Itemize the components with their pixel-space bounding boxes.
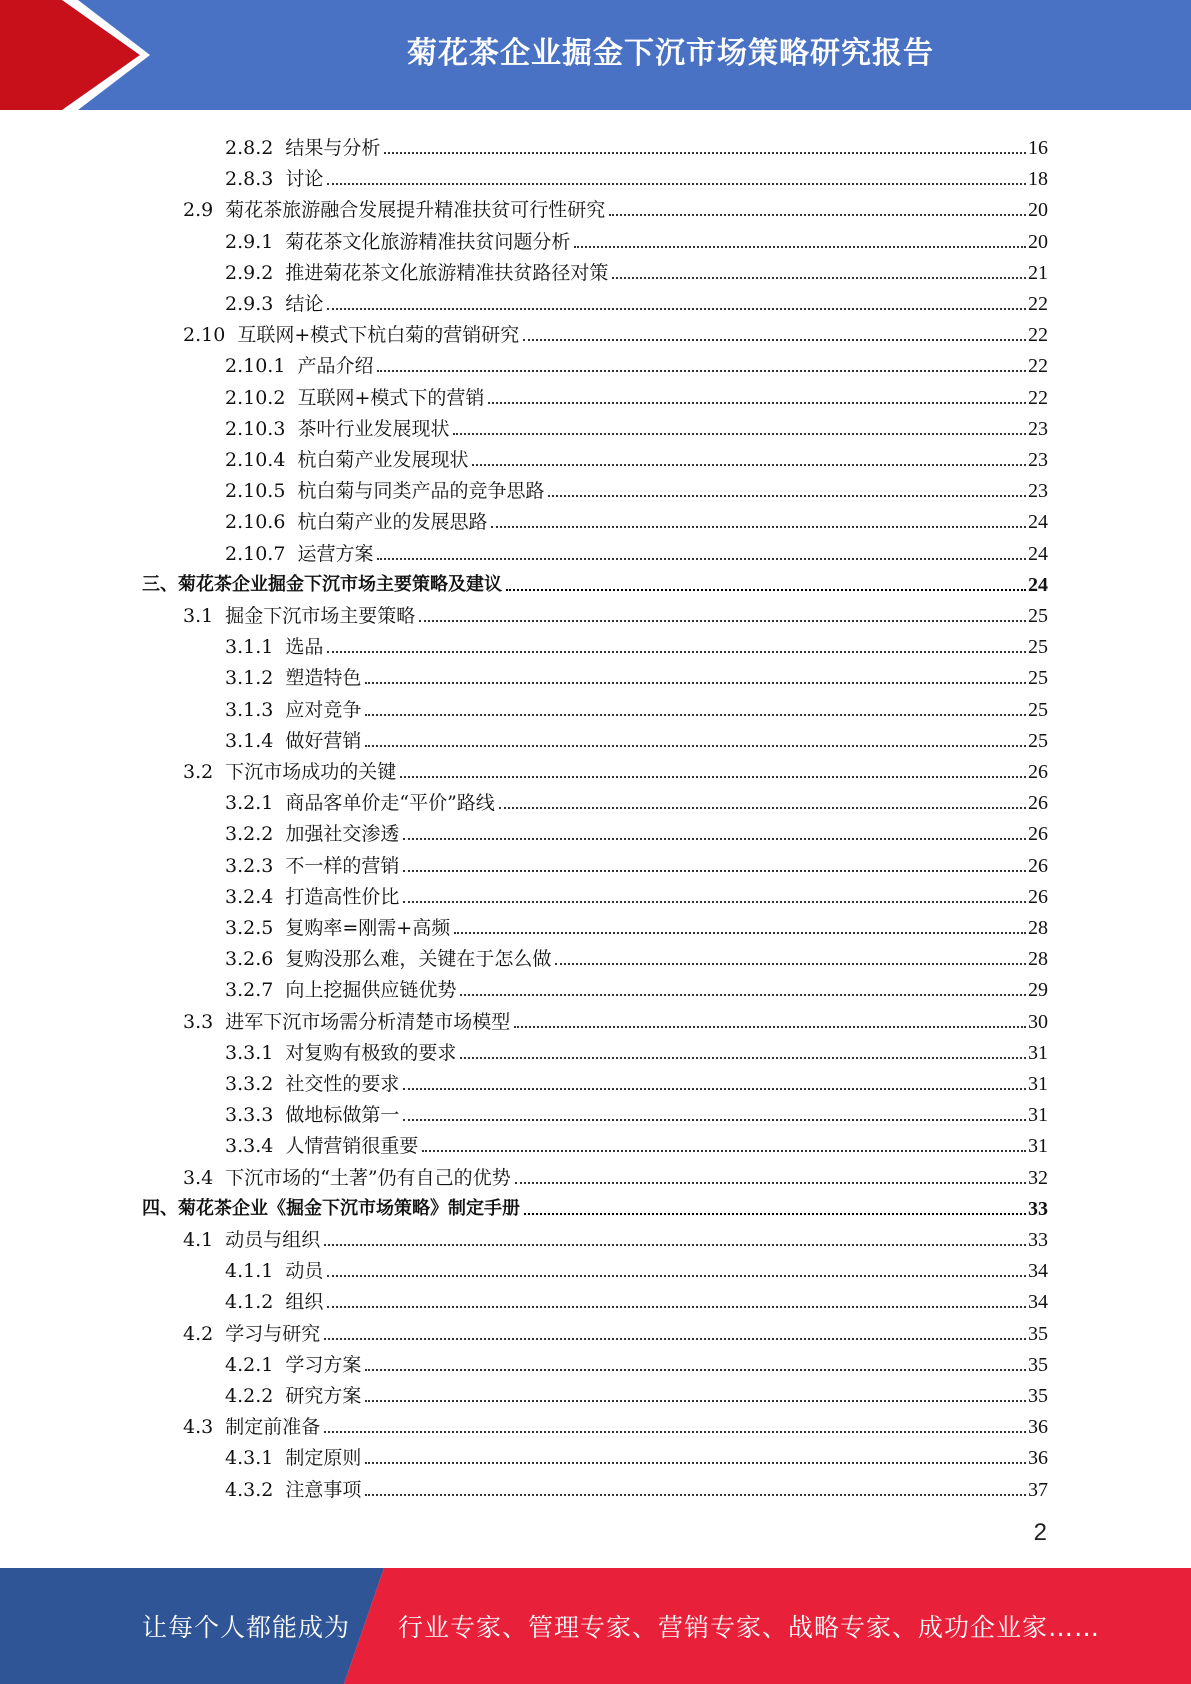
toc-entry-title: 互联网+模式下杭白菊的营销研究 bbox=[237, 324, 520, 347]
toc-dot-leader bbox=[419, 620, 1026, 622]
toc-entry-number: 2.10 bbox=[183, 324, 226, 347]
toc-entry[interactable] bbox=[183, 191, 1048, 222]
toc-entry-page: 25 bbox=[1028, 636, 1048, 659]
toc-entry-title: 茶叶行业发展现状 bbox=[297, 417, 450, 440]
toc-entry-number: 2.8.3 bbox=[225, 168, 274, 191]
toc-entry-title: 制定原则 bbox=[285, 1447, 362, 1470]
toc-entry-page: 20 bbox=[1028, 230, 1048, 253]
footer-slogan-right: 行业专家、管理专家、营销专家、战略专家、成功企业家…… bbox=[398, 1613, 1101, 1642]
toc-entry[interactable] bbox=[225, 691, 1048, 722]
toc-entry-page: 28 bbox=[1028, 917, 1048, 939]
toc-entry[interactable] bbox=[225, 971, 1048, 1002]
toc-entry[interactable] bbox=[183, 753, 1048, 784]
toc-entry-page: 22 bbox=[1028, 324, 1048, 347]
toc-entry[interactable] bbox=[225, 1034, 1048, 1065]
toc-dot-leader bbox=[612, 277, 1026, 279]
toc-dot-leader bbox=[327, 1306, 1026, 1308]
toc-entry[interactable] bbox=[225, 535, 1048, 566]
toc-entry-number: 3.3.1 bbox=[225, 1041, 274, 1064]
toc-dot-leader bbox=[514, 1026, 1026, 1028]
toc-entry-title: 结果与分析 bbox=[285, 137, 381, 159]
toc-entry[interactable] bbox=[225, 878, 1048, 909]
toc-entry-title: 复购率=刚需+高频 bbox=[285, 917, 451, 939]
toc-entry[interactable] bbox=[225, 160, 1048, 191]
toc-dot-leader bbox=[377, 558, 1026, 560]
toc-entry-title: 讨论 bbox=[285, 168, 324, 191]
toc-entry-page: 26 bbox=[1028, 792, 1048, 815]
toc-entry[interactable] bbox=[225, 1065, 1048, 1096]
toc-entry[interactable] bbox=[225, 1346, 1048, 1377]
toc-entry-page: 25 bbox=[1028, 667, 1048, 690]
toc-entry-page: 26 bbox=[1028, 823, 1048, 846]
toc-dot-leader bbox=[327, 183, 1026, 185]
toc-dot-leader bbox=[472, 464, 1026, 466]
toc-dot-leader bbox=[400, 776, 1026, 778]
toc-dot-leader bbox=[574, 246, 1026, 248]
toc-entry-number: 3.2.1 bbox=[225, 792, 274, 815]
toc-entry-number: 3.2.3 bbox=[225, 854, 274, 877]
toc-entry-number: 2.9.2 bbox=[225, 261, 274, 284]
toc-entry[interactable] bbox=[225, 472, 1048, 503]
footer-slogan-left: 让每个人都能成为 bbox=[142, 1613, 351, 1642]
toc-entry-page: 31 bbox=[1028, 1073, 1048, 1095]
toc-entry-title: 向上挖掘供应链优势 bbox=[285, 979, 457, 1002]
toc-entry-number: 4.2.1 bbox=[225, 1353, 274, 1376]
toc-entry-page: 30 bbox=[1028, 1010, 1048, 1033]
toc-entry[interactable] bbox=[225, 815, 1048, 846]
toc-entry[interactable] bbox=[225, 347, 1048, 378]
toc-entry[interactable] bbox=[183, 597, 1048, 628]
toc-dot-leader bbox=[506, 589, 1026, 591]
toc-entry[interactable] bbox=[225, 1283, 1048, 1314]
toc-dot-leader bbox=[460, 994, 1026, 996]
toc-entry-number: 3.1.1 bbox=[225, 636, 274, 659]
toc-dot-leader bbox=[555, 963, 1026, 965]
toc-dot-leader bbox=[327, 1275, 1026, 1277]
toc-entry-page: 35 bbox=[1028, 1322, 1048, 1345]
toc-dot-leader bbox=[491, 526, 1026, 528]
toc-entry-page: 34 bbox=[1028, 1291, 1048, 1314]
toc-entry-title: 下沉市场成功的关键 bbox=[225, 761, 397, 783]
toc-entry-number: 3.2 bbox=[183, 761, 214, 783]
toc-entry-number: 2.10.6 bbox=[225, 511, 286, 534]
toc-entry-title: 下沉市场的“土著”仍有自己的优势 bbox=[225, 1166, 511, 1189]
toc-entry-title: 研究方案 bbox=[285, 1385, 362, 1407]
toc-entry-title: 塑造特色 bbox=[285, 667, 362, 690]
toc-entry-title: 菊花茶旅游融合发展提升精准扶贫可行性研究 bbox=[225, 199, 606, 222]
toc-dot-leader bbox=[523, 339, 1026, 341]
toc-entry-page: 22 bbox=[1028, 386, 1048, 409]
toc-entry-number: 4.2 bbox=[183, 1322, 214, 1345]
toc-entry-title: 三、菊花茶企业掘金下沉市场主要策略及建议 bbox=[142, 573, 502, 595]
toc-entry[interactable] bbox=[225, 1096, 1048, 1127]
toc-entry-number: 3.1.3 bbox=[225, 698, 274, 721]
toc-entry[interactable] bbox=[225, 254, 1048, 285]
toc-entry-number: 3.1.4 bbox=[225, 729, 274, 752]
toc-entry[interactable] bbox=[225, 909, 1048, 940]
toc-entry-title: 打造高性价比 bbox=[285, 885, 400, 908]
toc-entry-title: 注意事项 bbox=[285, 1478, 362, 1501]
toc-dot-leader bbox=[403, 870, 1026, 872]
toc-entry-title: 动员 bbox=[285, 1260, 324, 1283]
toc-entry[interactable] bbox=[225, 659, 1048, 690]
toc-entry-page: 35 bbox=[1028, 1353, 1048, 1376]
toc-entry-title: 商品客单价走“平价”路线 bbox=[285, 792, 495, 815]
toc-entry[interactable] bbox=[225, 628, 1048, 659]
toc-entry[interactable] bbox=[225, 285, 1048, 316]
toc-entry-title: 选品 bbox=[285, 636, 324, 659]
toc-entry-number: 2.10.7 bbox=[225, 542, 286, 565]
toc-dot-leader bbox=[524, 1213, 1026, 1215]
toc-entry-number: 4.3.2 bbox=[225, 1478, 274, 1501]
toc-entry[interactable] bbox=[183, 1003, 1048, 1034]
toc-entry-title: 组织 bbox=[285, 1291, 324, 1314]
toc-dot-leader bbox=[365, 714, 1026, 716]
toc-entry[interactable] bbox=[183, 1221, 1048, 1252]
toc-dot-leader bbox=[499, 807, 1026, 809]
toc-entry-page: 18 bbox=[1028, 168, 1048, 191]
toc-entry-page: 33 bbox=[1028, 1229, 1048, 1251]
toc-entry[interactable] bbox=[225, 379, 1048, 410]
toc-entry-page: 26 bbox=[1028, 761, 1048, 783]
toc-entry-title: 进军下沉市场需分析清楚市场模型 bbox=[225, 1010, 511, 1033]
toc-dot-leader bbox=[460, 1057, 1026, 1059]
toc-entry-page: 32 bbox=[1028, 1166, 1048, 1189]
toc-dot-leader bbox=[365, 682, 1026, 684]
toc-entry-number: 4.3.1 bbox=[225, 1447, 274, 1470]
toc-dot-leader bbox=[365, 1462, 1026, 1464]
toc-entry-page: 35 bbox=[1028, 1385, 1048, 1407]
toc-entry-page: 24 bbox=[1028, 542, 1048, 565]
toc-entry[interactable] bbox=[225, 129, 1048, 160]
toc-entry[interactable] bbox=[225, 223, 1048, 254]
toc-dot-leader bbox=[454, 932, 1026, 934]
toc-dot-leader bbox=[365, 1494, 1026, 1496]
toc-entry-page: 29 bbox=[1028, 979, 1048, 1002]
toc-entry-page: 25 bbox=[1028, 605, 1048, 627]
toc-entry[interactable] bbox=[225, 1127, 1048, 1158]
toc-entry-page: 37 bbox=[1028, 1478, 1048, 1501]
toc-entry-page: 24 bbox=[1028, 511, 1048, 534]
toc-entry-title: 复购没那么难，关键在于怎么做 bbox=[285, 948, 552, 971]
toc-entry-number: 4.1.2 bbox=[225, 1291, 274, 1314]
page-number: 2 bbox=[1033, 1519, 1047, 1546]
toc-entry-page: 36 bbox=[1028, 1447, 1048, 1470]
page-footer bbox=[0, 1568, 1191, 1684]
toc-entry-title: 产品介绍 bbox=[297, 355, 374, 378]
toc-entry-page: 33 bbox=[1028, 1197, 1048, 1220]
toc-entry-page: 24 bbox=[1028, 573, 1048, 596]
toc-dot-leader bbox=[609, 214, 1026, 216]
toc-entry[interactable] bbox=[225, 784, 1048, 815]
toc-entry-title: 应对竞争 bbox=[285, 698, 362, 721]
toc-entry[interactable] bbox=[225, 1377, 1048, 1408]
toc-entry-title: 制定前准备 bbox=[225, 1416, 321, 1439]
toc-entry[interactable] bbox=[225, 1439, 1048, 1470]
toc-entry-title: 菊花茶文化旅游精准扶贫问题分析 bbox=[285, 230, 571, 253]
toc-entry[interactable] bbox=[225, 1252, 1048, 1283]
toc-entry-page: 36 bbox=[1028, 1416, 1048, 1439]
toc-entry[interactable] bbox=[183, 1159, 1048, 1190]
toc-entry-number: 4.1.1 bbox=[225, 1260, 274, 1283]
toc-entry-page: 16 bbox=[1028, 137, 1048, 159]
toc-dot-leader bbox=[403, 901, 1026, 903]
toc-entry[interactable] bbox=[225, 847, 1048, 878]
toc-entry[interactable] bbox=[183, 1315, 1048, 1346]
toc-entry-number: 2.8.2 bbox=[225, 137, 274, 159]
toc-entry-page: 31 bbox=[1028, 1135, 1048, 1158]
toc-entry[interactable] bbox=[225, 503, 1048, 534]
toc-entry-number: 2.10.3 bbox=[225, 417, 286, 440]
toc-entry-number: 3.4 bbox=[183, 1166, 214, 1189]
toc-entry-title: 四、菊花茶企业《掘金下沉市场策略》制定手册 bbox=[142, 1197, 520, 1219]
toc-dot-leader bbox=[377, 370, 1026, 372]
toc-entry-page: 23 bbox=[1028, 449, 1048, 471]
toc-entry-page: 23 bbox=[1028, 480, 1048, 503]
toc-entry-number: 2.10.1 bbox=[225, 355, 286, 378]
toc-entry-page: 31 bbox=[1028, 1104, 1048, 1127]
toc-entry-title: 人情营销很重要 bbox=[285, 1135, 419, 1158]
toc-dot-leader bbox=[403, 1088, 1026, 1090]
toc-entry-page: 25 bbox=[1028, 698, 1048, 721]
toc-entry-number: 3.1.2 bbox=[225, 667, 274, 690]
toc-entry-number: 3.3.4 bbox=[225, 1135, 274, 1158]
toc-dot-leader bbox=[548, 495, 1026, 497]
toc-entry-title: 做地标做第一 bbox=[285, 1104, 400, 1127]
toc-entry-title: 不一样的营销 bbox=[285, 854, 400, 877]
toc-entry-title: 做好营销 bbox=[285, 729, 362, 752]
toc-dot-leader bbox=[327, 651, 1026, 653]
toc-entry-page: 26 bbox=[1028, 854, 1048, 877]
toc-entry-page: 31 bbox=[1028, 1041, 1048, 1064]
toc-dot-leader bbox=[403, 1119, 1026, 1121]
toc-entry-title: 运营方案 bbox=[297, 542, 374, 565]
toc-entry-title: 社交性的要求 bbox=[285, 1073, 400, 1095]
toc-entry-page: 34 bbox=[1028, 1260, 1048, 1283]
toc-entry[interactable] bbox=[142, 1190, 1048, 1221]
toc-entry[interactable] bbox=[183, 1408, 1048, 1439]
toc-entry-number: 3.2.5 bbox=[225, 917, 274, 939]
toc-entry[interactable] bbox=[225, 410, 1048, 441]
toc-entry-title: 杭白菊与同类产品的竞争思路 bbox=[297, 480, 545, 503]
toc-entry-number: 3.3.3 bbox=[225, 1104, 274, 1127]
toc-entry[interactable] bbox=[225, 722, 1048, 753]
toc-entry-number: 3.3 bbox=[183, 1010, 214, 1033]
toc-entry-number: 3.2.7 bbox=[225, 979, 274, 1002]
toc-entry-page: 28 bbox=[1028, 948, 1048, 971]
toc-entry-title: 学习与研究 bbox=[225, 1322, 321, 1345]
toc-entry-title: 掘金下沉市场主要策略 bbox=[225, 605, 416, 627]
toc-entry[interactable] bbox=[225, 1471, 1048, 1502]
toc-entry-title: 杭白菊产业的发展思路 bbox=[297, 511, 488, 534]
toc-entry-title: 互联网+模式下的营销 bbox=[297, 386, 485, 409]
toc-entry-title: 动员与组织 bbox=[225, 1229, 321, 1251]
toc-entry-number: 3.1 bbox=[183, 605, 214, 627]
toc-dot-leader bbox=[365, 745, 1026, 747]
toc-entry-number: 2.9.1 bbox=[225, 230, 274, 253]
toc-dot-leader bbox=[515, 1182, 1026, 1184]
toc-entry-number: 2.10.5 bbox=[225, 480, 286, 503]
toc-entry-number: 2.9 bbox=[183, 199, 214, 222]
toc-entry-title: 对复购有极致的要求 bbox=[285, 1041, 457, 1064]
toc-entry-number: 4.2.2 bbox=[225, 1385, 274, 1407]
toc-entry-number: 3.2.2 bbox=[225, 823, 274, 846]
toc-entry-page: 20 bbox=[1028, 199, 1048, 222]
toc-dot-leader bbox=[365, 1369, 1026, 1371]
toc-entry-page: 23 bbox=[1028, 417, 1048, 440]
toc-dot-leader bbox=[384, 152, 1026, 154]
page-header bbox=[0, 0, 1191, 110]
toc-dot-leader bbox=[327, 308, 1026, 310]
toc-entry[interactable] bbox=[225, 940, 1048, 971]
toc-entry[interactable] bbox=[142, 566, 1048, 597]
report-title: 菊花茶企业掘金下沉市场策略研究报告 bbox=[407, 36, 934, 71]
toc-entry-title: 推进菊花茶文化旅游精准扶贫路径对策 bbox=[285, 261, 609, 284]
toc-entry-number: 4.3 bbox=[183, 1416, 214, 1439]
toc-entry-title: 结论 bbox=[285, 293, 324, 315]
toc-entry-page: 26 bbox=[1028, 885, 1048, 908]
toc-dot-leader bbox=[365, 1400, 1026, 1402]
toc-entry[interactable] bbox=[183, 316, 1048, 347]
toc-dot-leader bbox=[422, 1150, 1026, 1152]
toc-entry-number: 2.9.3 bbox=[225, 293, 274, 315]
toc-entry-number: 3.3.2 bbox=[225, 1073, 274, 1095]
toc-entry-title: 学习方案 bbox=[285, 1353, 362, 1376]
toc-entry[interactable] bbox=[225, 441, 1048, 472]
toc-dot-leader bbox=[453, 433, 1026, 435]
toc-entry-number: 4.1 bbox=[183, 1229, 214, 1251]
toc-dot-leader bbox=[488, 402, 1026, 404]
toc-entry-number: 3.2.6 bbox=[225, 948, 274, 971]
toc-dot-leader bbox=[324, 1431, 1026, 1433]
toc-dot-leader bbox=[324, 1338, 1026, 1340]
toc-entry-number: 3.2.4 bbox=[225, 885, 274, 908]
toc-entry-number: 2.10.2 bbox=[225, 386, 286, 409]
toc-entry-title: 杭白菊产业发展现状 bbox=[297, 449, 469, 471]
toc-entry-page: 22 bbox=[1028, 293, 1048, 315]
toc-entry-page: 22 bbox=[1028, 355, 1048, 378]
toc-entry-number: 2.10.4 bbox=[225, 449, 286, 471]
toc-entry-title: 加强社交渗透 bbox=[285, 823, 400, 846]
toc-dot-leader bbox=[403, 838, 1026, 840]
toc-entry-page: 21 bbox=[1028, 261, 1048, 284]
toc-dot-leader bbox=[324, 1244, 1026, 1246]
toc-entry-page: 25 bbox=[1028, 729, 1048, 752]
